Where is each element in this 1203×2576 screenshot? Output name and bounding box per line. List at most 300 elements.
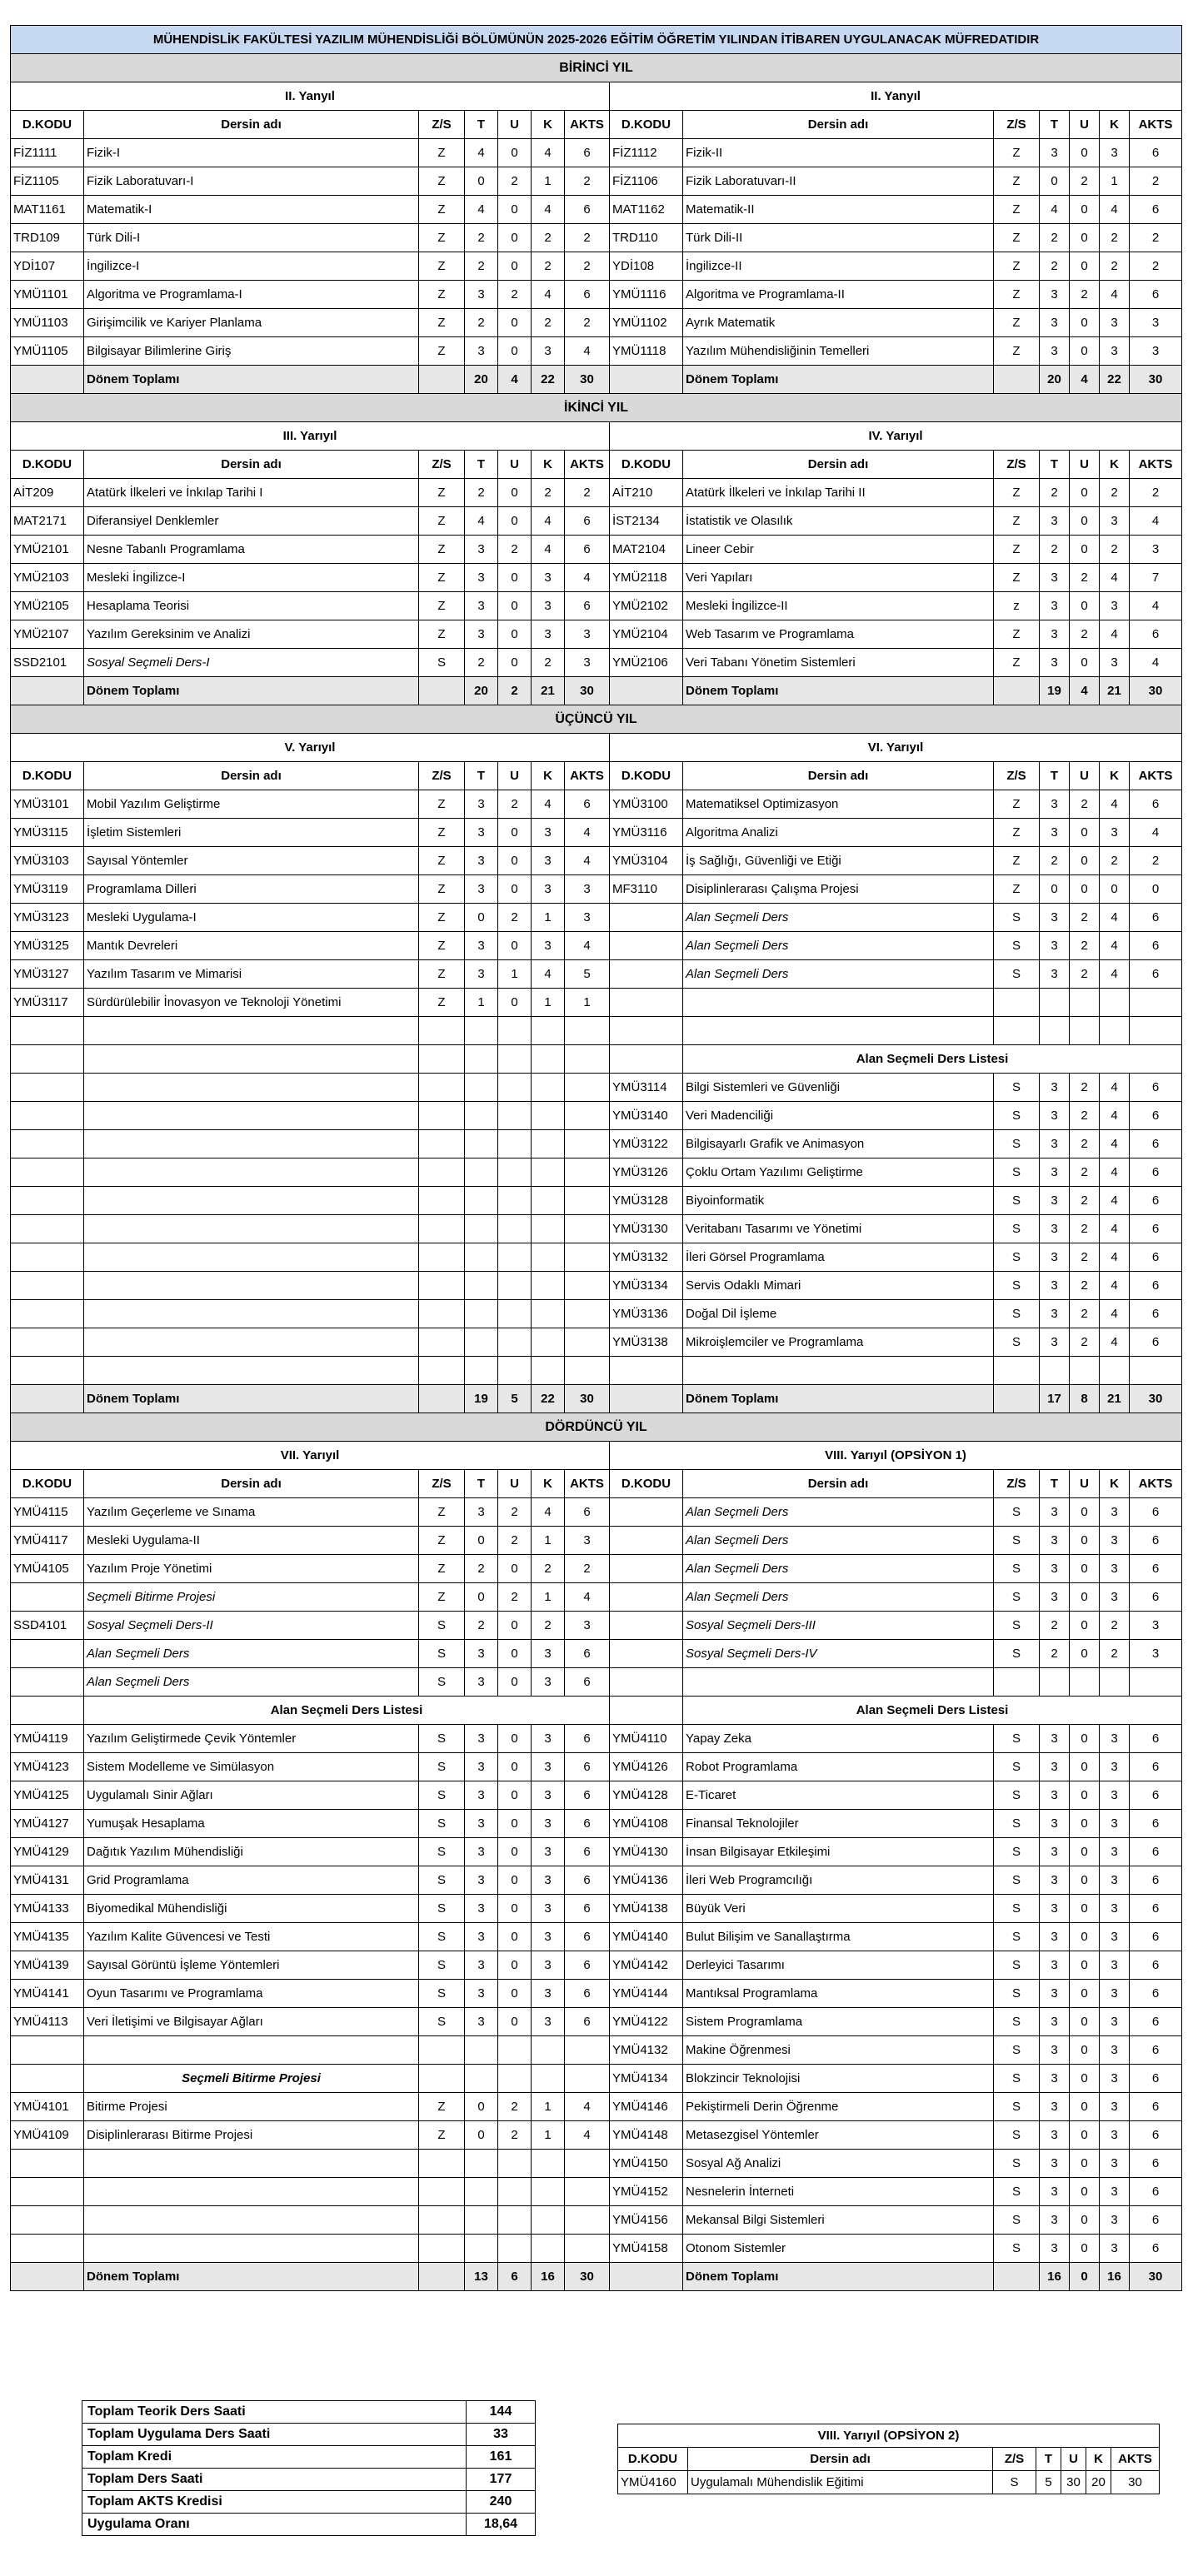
course-code: AİT209 — [11, 479, 84, 507]
practice-hours: 0 — [498, 649, 532, 677]
course-type: S — [419, 1895, 465, 1923]
ects: 3 — [1130, 536, 1182, 564]
term-total-value: 4 — [1070, 677, 1100, 705]
course-row — [11, 337, 1182, 366]
column-header-code: D.KODU — [11, 1470, 84, 1498]
theory-hours: 3 — [465, 1725, 498, 1753]
theory-hours: 0 — [465, 1527, 498, 1555]
course-type: Z — [419, 1583, 465, 1612]
course-type: Z — [419, 564, 465, 592]
empty-cell — [419, 1187, 465, 1215]
practice-hours: 0 — [1070, 1498, 1100, 1527]
ects: 3 — [565, 875, 610, 904]
empty-cell — [465, 1300, 498, 1328]
credit: 2 — [532, 309, 565, 337]
ects: 6 — [1130, 1187, 1182, 1215]
empty-cell — [84, 1215, 419, 1243]
course-row — [11, 1130, 1182, 1158]
theory-hours: 3 — [465, 2008, 498, 2036]
empty-cell — [532, 2150, 565, 2178]
empty-cell — [532, 1187, 565, 1215]
empty-cell — [994, 1017, 1040, 1045]
empty-cell — [1130, 989, 1182, 1017]
credit: 2 — [1100, 252, 1130, 281]
ects: 6 — [565, 1725, 610, 1753]
ects: 4 — [565, 847, 610, 875]
credit: 3 — [532, 620, 565, 649]
empty-cell — [610, 1668, 683, 1697]
theory-hours: 3 — [1040, 1215, 1070, 1243]
empty-cell — [610, 1357, 683, 1385]
course-code: İST2134 — [610, 507, 683, 536]
ects: 6 — [1130, 790, 1182, 819]
course-name: Biyomedikal Mühendisliği — [84, 1895, 419, 1923]
ects: 6 — [565, 196, 610, 224]
course-type: S — [994, 2008, 1040, 2036]
credit: 0 — [1100, 875, 1130, 904]
ects: 6 — [1130, 1923, 1182, 1951]
ects: 6 — [1130, 1725, 1182, 1753]
empty-cell — [465, 1102, 498, 1130]
empty-cell — [419, 2178, 465, 2206]
empty-cell — [498, 2036, 532, 2065]
empty-cell — [565, 1130, 610, 1158]
course-name: Uygulamalı Mühendislik Eğitimi — [688, 2471, 993, 2494]
ects: 6 — [1130, 1102, 1182, 1130]
course-name: Finansal Teknolojiler — [683, 1810, 994, 1838]
ects: 5 — [565, 960, 610, 989]
theory-hours: 2 — [465, 1555, 498, 1583]
term-total-value: 16 — [532, 2263, 565, 2291]
ects: 6 — [1130, 904, 1182, 932]
course-code: AİT210 — [610, 479, 683, 507]
term-total-value: 5 — [498, 1385, 532, 1413]
credit: 1 — [532, 1527, 565, 1555]
practice-hours: 0 — [1070, 2235, 1100, 2263]
ects: 6 — [1130, 1980, 1182, 2008]
empty-cell — [11, 1697, 84, 1725]
practice-hours: 2 — [1070, 1158, 1100, 1187]
course-code: TRD110 — [610, 224, 683, 252]
course-code: YMÜ3132 — [610, 1243, 683, 1272]
credit: 4 — [1100, 1243, 1130, 1272]
course-code: YMÜ3134 — [610, 1272, 683, 1300]
term-total-value: 19 — [1040, 677, 1070, 705]
course-row — [11, 1781, 1182, 1810]
course-name: Yazılım Geliştirmede Çevik Yöntemler — [84, 1725, 419, 1753]
course-name: İstatistik ve Olasılık — [683, 507, 994, 536]
course-code: YMÜ4156 — [610, 2206, 683, 2235]
ects: 2 — [565, 479, 610, 507]
course-code: YMÜ1105 — [11, 337, 84, 366]
practice-hours: 0 — [498, 1838, 532, 1866]
term-total-value: 17 — [1040, 1385, 1070, 1413]
theory-hours: 3 — [465, 536, 498, 564]
practice-hours: 0 — [498, 1753, 532, 1781]
course-code: YMÜ3123 — [11, 904, 84, 932]
semester-title: III. Yarıyıl — [11, 422, 610, 451]
course-type: S — [994, 2150, 1040, 2178]
column-header-row — [11, 111, 1182, 139]
theory-hours: 4 — [1040, 196, 1070, 224]
course-code: YMÜ3114 — [610, 1074, 683, 1102]
course-type: S — [994, 2065, 1040, 2093]
empty-cell — [84, 2206, 419, 2235]
course-code: YMÜ3140 — [610, 1102, 683, 1130]
practice-hours: 0 — [1070, 1980, 1100, 2008]
credit: 3 — [532, 847, 565, 875]
credit: 3 — [532, 819, 565, 847]
practice-hours: 0 — [1070, 1895, 1100, 1923]
summary-row — [82, 2491, 536, 2514]
theory-hours: 0 — [465, 2121, 498, 2150]
credit: 3 — [1100, 1895, 1130, 1923]
elective-header-row — [11, 1045, 1182, 1074]
empty-cell — [1070, 989, 1100, 1017]
empty-cell — [84, 1074, 419, 1102]
theory-hours: 3 — [1040, 1158, 1070, 1187]
column-header-t: T — [1040, 1470, 1070, 1498]
column-header-k: K — [1100, 111, 1130, 139]
practice-hours: 0 — [1070, 479, 1100, 507]
empty-cell — [419, 677, 465, 705]
empty-cell — [11, 2150, 84, 2178]
empty-cell — [532, 2036, 565, 2065]
term-total-label: Dönem Toplamı — [84, 677, 419, 705]
credit: 2 — [532, 252, 565, 281]
course-code: YMÜ3126 — [610, 1158, 683, 1187]
ects: 6 — [565, 1781, 610, 1810]
course-type: S — [994, 1810, 1040, 1838]
course-code: YMÜ4113 — [11, 2008, 84, 2036]
course-row — [11, 196, 1182, 224]
empty-cell — [1040, 1668, 1070, 1697]
theory-hours: 2 — [1040, 224, 1070, 252]
ects: 6 — [1130, 2150, 1182, 2178]
credit: 2 — [1100, 224, 1130, 252]
course-name: Bilgisayarlı Grafik ve Animasyon — [683, 1130, 994, 1158]
term-total-value: 0 — [1070, 2263, 1100, 2291]
column-header-k: K — [532, 451, 565, 479]
course-type: Z — [419, 139, 465, 167]
practice-hours: 2 — [1070, 281, 1100, 309]
course-row — [11, 989, 1182, 1017]
course-code: YMÜ4139 — [11, 1951, 84, 1980]
semester-header-row — [11, 734, 1182, 762]
summary-label: Toplam Teorik Ders Saati — [82, 2401, 467, 2424]
elective-header-row — [11, 1697, 1182, 1725]
empty-cell — [11, 2206, 84, 2235]
course-name: Atatürk İlkeleri ve İnkılap Tarihi I — [84, 479, 419, 507]
practice-hours: 0 — [498, 1668, 532, 1697]
ects: 6 — [1130, 1130, 1182, 1158]
course-name: Bilgi Sistemleri ve Güvenliği — [683, 1074, 994, 1102]
empty-cell — [1070, 1357, 1100, 1385]
practice-hours: 0 — [498, 875, 532, 904]
course-type: S — [994, 2206, 1040, 2235]
credit: 3 — [1100, 507, 1130, 536]
ects: 6 — [565, 1838, 610, 1866]
course-name: Matematik-II — [683, 196, 994, 224]
theory-hours: 3 — [465, 1640, 498, 1668]
empty-cell — [498, 1158, 532, 1187]
practice-hours: 0 — [1070, 2008, 1100, 2036]
course-type: S — [419, 1923, 465, 1951]
theory-hours: 3 — [465, 875, 498, 904]
course-row — [11, 1102, 1182, 1130]
ects: 6 — [1130, 139, 1182, 167]
ects: 7 — [1130, 564, 1182, 592]
empty-cell — [498, 2065, 532, 2093]
empty-cell — [1040, 1017, 1070, 1045]
empty-cell — [498, 1074, 532, 1102]
empty-cell — [11, 1243, 84, 1272]
course-code: YMÜ3116 — [610, 819, 683, 847]
column-header-t: T — [465, 111, 498, 139]
empty-cell — [683, 1357, 994, 1385]
course-row — [11, 960, 1182, 989]
course-type: z — [994, 592, 1040, 620]
ects: 3 — [1130, 309, 1182, 337]
course-code: YMÜ3125 — [11, 932, 84, 960]
empty-cell — [532, 1300, 565, 1328]
practice-hours: 0 — [1070, 1527, 1100, 1555]
course-name: Yazılım Tasarım ve Mimarisi — [84, 960, 419, 989]
course-type: S — [419, 1810, 465, 1838]
course-row — [11, 1583, 1182, 1612]
course-name: Alan Seçmeli Ders — [683, 960, 994, 989]
course-name: Disiplinlerarası Bitirme Projesi — [84, 2121, 419, 2150]
theory-hours: 3 — [1040, 507, 1070, 536]
course-type: Z — [419, 790, 465, 819]
term-total-value: 30 — [565, 677, 610, 705]
course-type: S — [419, 1781, 465, 1810]
course-code: YMÜ2107 — [11, 620, 84, 649]
empty-cell — [498, 1243, 532, 1272]
practice-hours: 0 — [498, 2008, 532, 2036]
course-row — [11, 1668, 1182, 1697]
ects: 6 — [565, 507, 610, 536]
course-row — [11, 1895, 1182, 1923]
empty-cell — [565, 2178, 610, 2206]
course-row — [11, 1640, 1182, 1668]
term-total-value: 8 — [1070, 1385, 1100, 1413]
column-header-akts: AKTS — [565, 451, 610, 479]
course-type: Z — [994, 167, 1040, 196]
term-total-value: 20 — [1040, 366, 1070, 394]
course-name: Uygulamalı Sinir Ağları — [84, 1781, 419, 1810]
course-name: İngilizce-II — [683, 252, 994, 281]
course-code — [11, 1640, 84, 1668]
course-row — [11, 281, 1182, 309]
course-name: Disiplinlerarası Çalışma Projesi — [683, 875, 994, 904]
term-total-value: 30 — [1130, 677, 1182, 705]
course-code: FİZ1106 — [610, 167, 683, 196]
theory-hours: 3 — [465, 790, 498, 819]
column-header-u: U — [498, 1470, 532, 1498]
column-header-u: U — [1070, 762, 1100, 790]
empty-cell — [11, 1045, 84, 1074]
credit: 3 — [1100, 1753, 1130, 1781]
ects: 6 — [565, 790, 610, 819]
course-name: Büyük Veri — [683, 1895, 994, 1923]
course-name: Hesaplama Teorisi — [84, 592, 419, 620]
practice-hours: 0 — [498, 507, 532, 536]
theory-hours: 2 — [465, 479, 498, 507]
course-code — [610, 1612, 683, 1640]
ects: 6 — [1130, 1555, 1182, 1583]
summary-row — [82, 2401, 536, 2424]
course-name: Yapay Zeka — [683, 1725, 994, 1753]
ects: 6 — [1130, 620, 1182, 649]
summary-value: 18,64 — [467, 2514, 536, 2536]
course-name: Yazılım Gereksinim ve Analizi — [84, 620, 419, 649]
credit: 3 — [1100, 309, 1130, 337]
empty-cell — [498, 1017, 532, 1045]
course-type: S — [994, 1583, 1040, 1612]
course-name: İnsan Bilgisayar Etkileşimi — [683, 1838, 994, 1866]
course-type: S — [419, 2008, 465, 2036]
credit: 4 — [1100, 1300, 1130, 1328]
semester-title: VII. Yarıyıl — [11, 1442, 610, 1470]
empty-cell — [11, 1357, 84, 1385]
term-total-value: 4 — [1070, 366, 1100, 394]
course-row — [11, 1555, 1182, 1583]
theory-hours: 0 — [465, 2093, 498, 2121]
empty-cell — [565, 2206, 610, 2235]
column-header-k: K — [1100, 1470, 1130, 1498]
credit: 4 — [532, 139, 565, 167]
course-code: YMÜ4158 — [610, 2235, 683, 2263]
practice-hours: 30 — [1061, 2471, 1086, 2494]
course-row — [11, 252, 1182, 281]
empty-cell — [532, 1158, 565, 1187]
course-row — [11, 479, 1182, 507]
theory-hours: 3 — [465, 847, 498, 875]
course-type: S — [994, 1187, 1040, 1215]
column-header-k: K — [1100, 762, 1130, 790]
column-header-akts: AKTS — [565, 111, 610, 139]
ects: 2 — [1130, 847, 1182, 875]
course-code: YMÜ1103 — [11, 309, 84, 337]
course-code: YMÜ4110 — [610, 1725, 683, 1753]
course-name: Veri Tabanı Yönetim Sistemleri — [683, 649, 994, 677]
empty-cell — [683, 1017, 994, 1045]
term-total-label: Dönem Toplamı — [84, 366, 419, 394]
course-code: YMÜ3104 — [610, 847, 683, 875]
course-code: YMÜ4142 — [610, 1951, 683, 1980]
course-row — [11, 139, 1182, 167]
course-code: YMÜ3117 — [11, 989, 84, 1017]
credit: 3 — [1100, 1923, 1130, 1951]
ects: 6 — [565, 1498, 610, 1527]
practice-hours: 0 — [498, 1866, 532, 1895]
empty-cell — [465, 1357, 498, 1385]
term-total-value: 13 — [465, 2263, 498, 2291]
credit: 3 — [532, 592, 565, 620]
course-name: Bilgisayar Bilimlerine Giriş — [84, 337, 419, 366]
course-name: Alan Seçmeli Ders — [683, 1527, 994, 1555]
empty-cell — [11, 2178, 84, 2206]
course-type: S — [994, 1527, 1040, 1555]
credit: 1 — [532, 1583, 565, 1612]
theory-hours: 3 — [1040, 1951, 1070, 1980]
column-header-akts: AKTS — [565, 762, 610, 790]
curriculum-table — [10, 25, 1182, 2291]
theory-hours: 3 — [465, 1951, 498, 1980]
course-name: Lineer Cebir — [683, 536, 994, 564]
empty-cell — [532, 2206, 565, 2235]
practice-hours: 0 — [498, 989, 532, 1017]
practice-hours: 0 — [1070, 649, 1100, 677]
course-row — [11, 1612, 1182, 1640]
ects: 6 — [1130, 1328, 1182, 1357]
column-header-name: Dersin adı — [84, 451, 419, 479]
empty-cell — [419, 2206, 465, 2235]
practice-hours: 0 — [1070, 1725, 1100, 1753]
theory-hours: 3 — [1040, 2178, 1070, 2206]
course-code: YMÜ3136 — [610, 1300, 683, 1328]
empty-cell — [994, 1357, 1040, 1385]
course-name: Makine Öğrenmesi — [683, 2036, 994, 2065]
credit: 3 — [1100, 1866, 1130, 1895]
course-name: Sosyal Ağ Analizi — [683, 2150, 994, 2178]
ects: 6 — [1130, 2065, 1182, 2093]
empty-cell — [11, 2235, 84, 2263]
course-row — [11, 167, 1182, 196]
course-row — [11, 819, 1182, 847]
column-header-row — [11, 1470, 1182, 1498]
course-type: Z — [994, 139, 1040, 167]
course-type: Z — [419, 1498, 465, 1527]
credit: 3 — [532, 1951, 565, 1980]
ects: 4 — [565, 564, 610, 592]
column-header-code: D.KODU — [618, 2448, 688, 2471]
column-header-code: D.KODU — [11, 762, 84, 790]
ects: 3 — [565, 649, 610, 677]
empty-cell — [532, 1017, 565, 1045]
ects: 6 — [1130, 1074, 1182, 1102]
ects: 6 — [1130, 1498, 1182, 1527]
theory-hours: 3 — [1040, 1753, 1070, 1781]
credit: 3 — [1100, 2008, 1130, 2036]
course-type: S — [994, 1130, 1040, 1158]
theory-hours: 3 — [1040, 309, 1070, 337]
credit: 4 — [1100, 932, 1130, 960]
course-code: YMÜ4141 — [11, 1980, 84, 2008]
course-code: YMÜ3130 — [610, 1215, 683, 1243]
course-type: S — [419, 1612, 465, 1640]
theory-hours: 0 — [465, 904, 498, 932]
course-code: YMÜ1116 — [610, 281, 683, 309]
empty-cell — [565, 1328, 610, 1357]
course-type: Z — [994, 479, 1040, 507]
course-code: YMÜ3128 — [610, 1187, 683, 1215]
practice-hours: 0 — [1070, 1753, 1100, 1781]
empty-cell — [419, 1357, 465, 1385]
semester-title: II. Yanyıl — [610, 82, 1182, 111]
course-name: Dağıtık Yazılım Mühendisliği — [84, 1838, 419, 1866]
theory-hours: 4 — [465, 196, 498, 224]
empty-cell — [532, 1074, 565, 1102]
course-name: Sosyal Seçmeli Ders-II — [84, 1612, 419, 1640]
course-code: YMÜ1118 — [610, 337, 683, 366]
ects: 6 — [1130, 1158, 1182, 1187]
course-type: Z — [419, 479, 465, 507]
course-type: Z — [419, 281, 465, 309]
credit: 4 — [1100, 960, 1130, 989]
column-header-k: K — [1100, 451, 1130, 479]
